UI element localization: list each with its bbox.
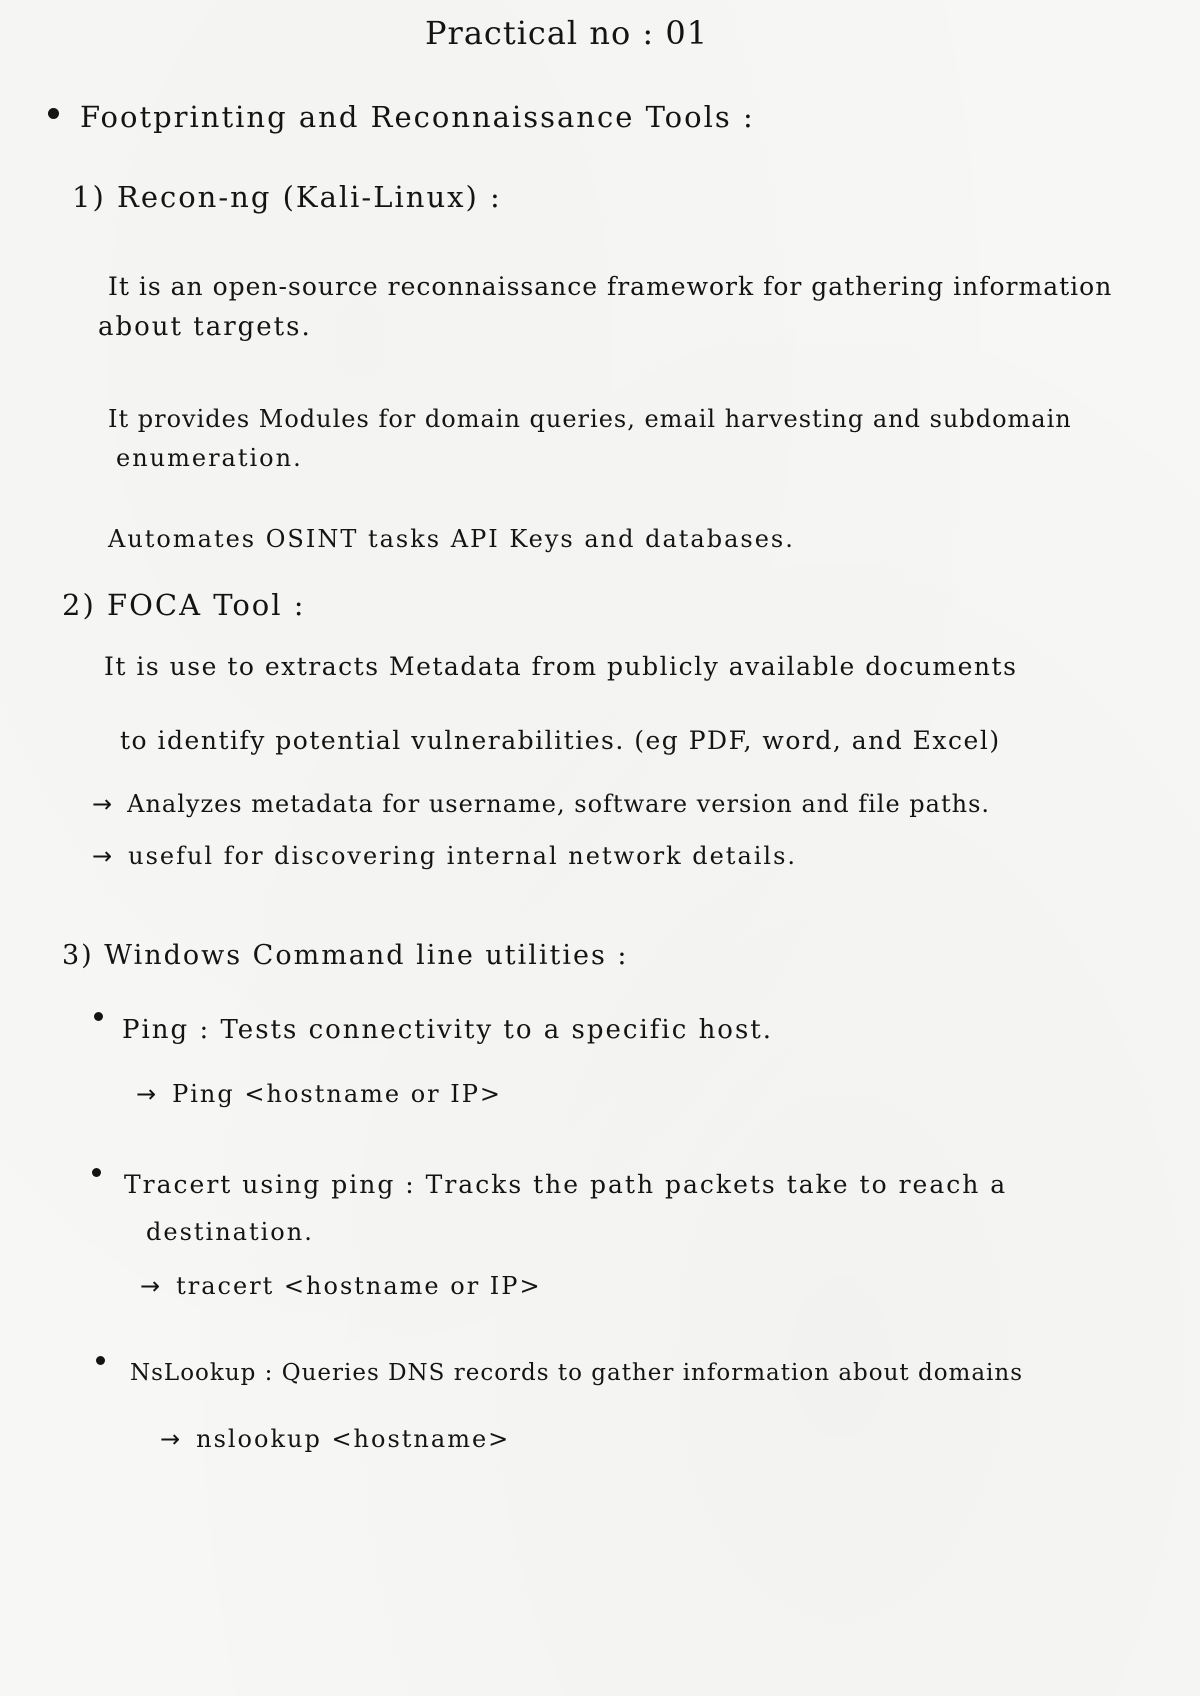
foca-point-internal bbox=[92, 842, 797, 871]
section-bullet bbox=[48, 108, 59, 119]
arrow-icon: → bbox=[160, 1425, 183, 1453]
tracert-command-text: tracert <hostname or IP> bbox=[176, 1272, 542, 1300]
recon-ng-description-line2: about targets. bbox=[98, 312, 312, 342]
ping-command-text: Ping <hostname or IP> bbox=[172, 1080, 503, 1108]
tracert-description-line1: Tracert using ping : Tracks the path packets take to reach a bbox=[124, 1170, 1008, 1199]
nslookup-command-text: nslookup <hostname> bbox=[196, 1425, 511, 1453]
foca-point-internal-text: useful for discovering internal network details. bbox=[128, 842, 798, 870]
foca-point-metadata-text: Analyzes metadata for username, software version and file paths. bbox=[127, 790, 991, 818]
arrow-icon: → bbox=[136, 1080, 159, 1108]
section-title: Footprinting and Reconnaissance Tools : bbox=[80, 100, 755, 134]
nslookup-command bbox=[160, 1425, 510, 1454]
tracert-bullet bbox=[92, 1168, 101, 1177]
recon-ng-heading: 1) Recon-ng (Kali-Linux) : bbox=[72, 180, 502, 214]
recon-ng-description-line1: It is an open-source reconnaissance framework for gathering information bbox=[108, 272, 1113, 301]
foca-heading: 2) FOCA Tool : bbox=[62, 588, 306, 622]
ping-description: Ping : Tests connectivity to a specific host. bbox=[122, 1015, 774, 1045]
foca-description-line1: It is use to extracts Metadata from publicly available documents bbox=[104, 652, 1018, 681]
ping-bullet bbox=[94, 1012, 103, 1021]
nslookup-description: NsLookup : Queries DNS records to gather information about domains bbox=[130, 1360, 1024, 1386]
tracert-command bbox=[140, 1272, 542, 1301]
arrow-icon: → bbox=[92, 842, 115, 870]
arrow-icon: → bbox=[92, 790, 114, 818]
recon-ng-feature-automates: Automates OSINT tasks API Keys and databases. bbox=[108, 525, 795, 553]
foca-point-metadata bbox=[92, 790, 990, 819]
ping-command bbox=[136, 1080, 502, 1109]
recon-ng-feature-modules-line2: enumeration. bbox=[116, 444, 303, 472]
page-title: Practical no : 01 bbox=[425, 14, 709, 52]
tracert-description-line2: destination. bbox=[146, 1218, 314, 1246]
nslookup-bullet bbox=[96, 1356, 105, 1365]
windows-utilities-heading: 3) Windows Command line utilities : bbox=[62, 940, 629, 971]
arrow-icon: → bbox=[140, 1272, 163, 1300]
foca-description-line2: to identify potential vulnerabilities. (eg PDF, word, and Excel) bbox=[120, 726, 1001, 755]
recon-ng-feature-modules-line1: It provides Modules for domain queries, email harvesting and subdomain bbox=[108, 405, 1072, 433]
